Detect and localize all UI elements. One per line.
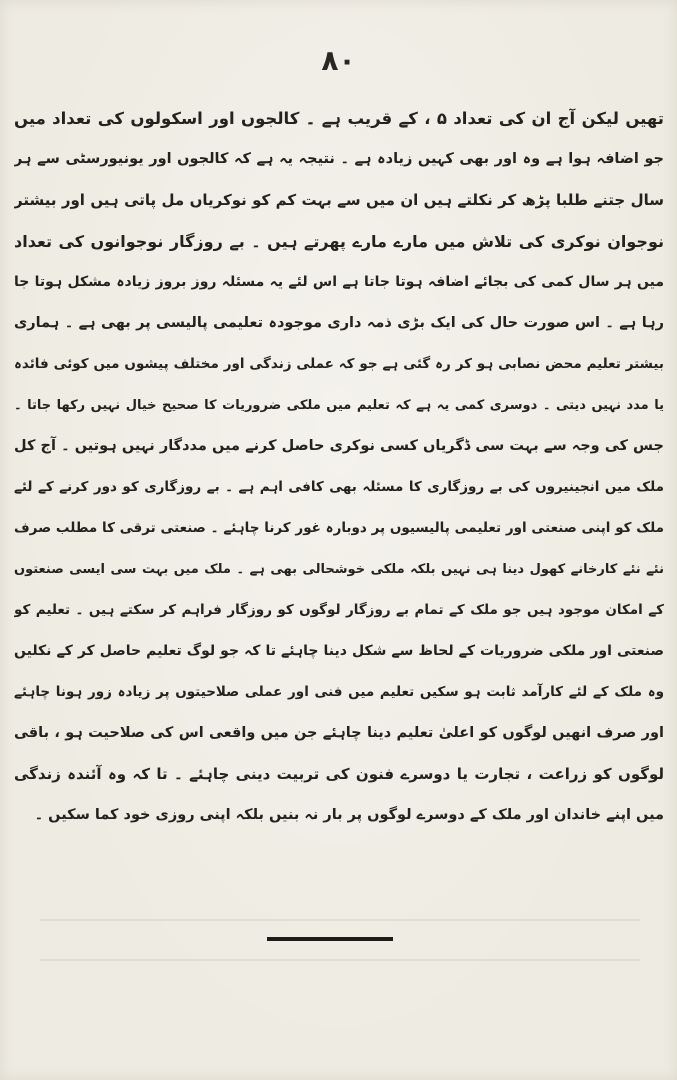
- bleed-through-texture: [40, 905, 640, 995]
- text-line: کے امکان موجود ہیں جو ملک کے تمام بے روزگار لوگوں کو روزگار فراہم کر سکتے ہیں ۔ تعلیم کو: [14, 602, 664, 618]
- urdu-paragraph: [14, 98, 664, 836]
- text-line: نئے نئے کارخانے کھول دینا ہی نہیں بلکہ ملکی خوشحالی بھی ہے ۔ ملک میں بہت سی ایسی صنعتوں: [14, 562, 664, 577]
- text-line: ملک میں انجینیروں کی بے روزگاری کا مسئلہ بھی کافی اہم ہے ۔ بے روزگاری کو دور کرنے کے لئے: [14, 479, 664, 495]
- text-line: جو اضافہ ہوا ہے وہ اور بھی کہیں زیادہ ہے ۔ نتیجہ یہ ہے کہ کالجوں اور یونیورسٹی سے ہر: [14, 151, 664, 167]
- text-line: سال جتنے طلبا پڑھ کر نکلتے ہیں ان میں سے بہت کم کو نوکریاں مل پاتی ہیں اور بیشتر: [14, 191, 664, 209]
- text-line: میں ہر سال کمی کی بجائے اضافہ ہوتا جاتا ہے اس لئے یہ مسئلہ روز بروز زیادہ مشکل ہوتا جا: [14, 274, 664, 290]
- section-end-rule: [267, 937, 393, 941]
- text-line: وہ ملک کے لئے کارآمد ثابت ہو سکیں تعلیم میں فنی اور عملی صلاحیتوں پر زیادہ زور ہونا چاہئے: [14, 684, 664, 700]
- text-line: صنعتی اور ملکی ضروریات کے لحاظ سے شکل دینا چاہئے تا کہ جو لوگ تعلیم حاصل کر کے نکلیں: [14, 643, 664, 659]
- text-line: تھیں لیکن آج ان کی تعداد ۵ ، کے قریب ہے ۔ کالجوں اور اسکولوں کی تعداد میں: [14, 109, 664, 128]
- text-line: رہا ہے ۔ اس صورت حال کی ایک بڑی ذمہ داری موجودہ تعلیمی پالیسی پر بھی ہے ۔ ہماری: [14, 315, 664, 331]
- text-line: بیشتر تعلیم محض نصابی ہو کر رہ گئی ہے جو کہ عملی زندگی اور مختلف پیشوں میں کوئی فائدہ: [14, 356, 664, 372]
- text-line: ملک کو اپنی صنعتی اور تعلیمی پالیسیوں پر دوبارہ غور کرنا چاہئے ۔ صنعتی ترقی کا مطلب صرف: [14, 520, 664, 536]
- text-line: اور صرف انھیں لوگوں کو اعلیٰ تعلیم دینا چاہئے جن میں واقعی اس کی صلاحیت ہو ، باقی: [14, 725, 664, 741]
- text-line: میں اپنے خاندان اور ملک کے دوسرے لوگوں پر بار نہ بنیں بلکہ اپنی روزی خود کما سکیں ۔: [34, 807, 664, 823]
- text-line: یا مدد نہیں دیتی ۔ دوسری کمی یہ ہے کہ تعلیم میں ملکی ضروریات کا صحیح خیال نہیں رکھا جاتا ۔: [14, 398, 664, 413]
- text-line: لوگوں کو زراعت ، تجارت یا دوسرے فنون کی تربیت دینی چاہئے ۔ تا کہ وہ آئندہ زندگی: [14, 765, 664, 783]
- text-line: جس کی وجہ سے بہت سی ڈگریاں کسی نوکری حاصل کرنے میں مددگار نہیں ہوتیں ۔ آج کل: [14, 438, 664, 454]
- text-line: نوجوان نوکری کی تلاش میں مارے مارے پھرتے ہیں ۔ بے روزگار نوجوانوں کی تعداد: [14, 232, 664, 251]
- page-number: ۸۰: [321, 44, 356, 77]
